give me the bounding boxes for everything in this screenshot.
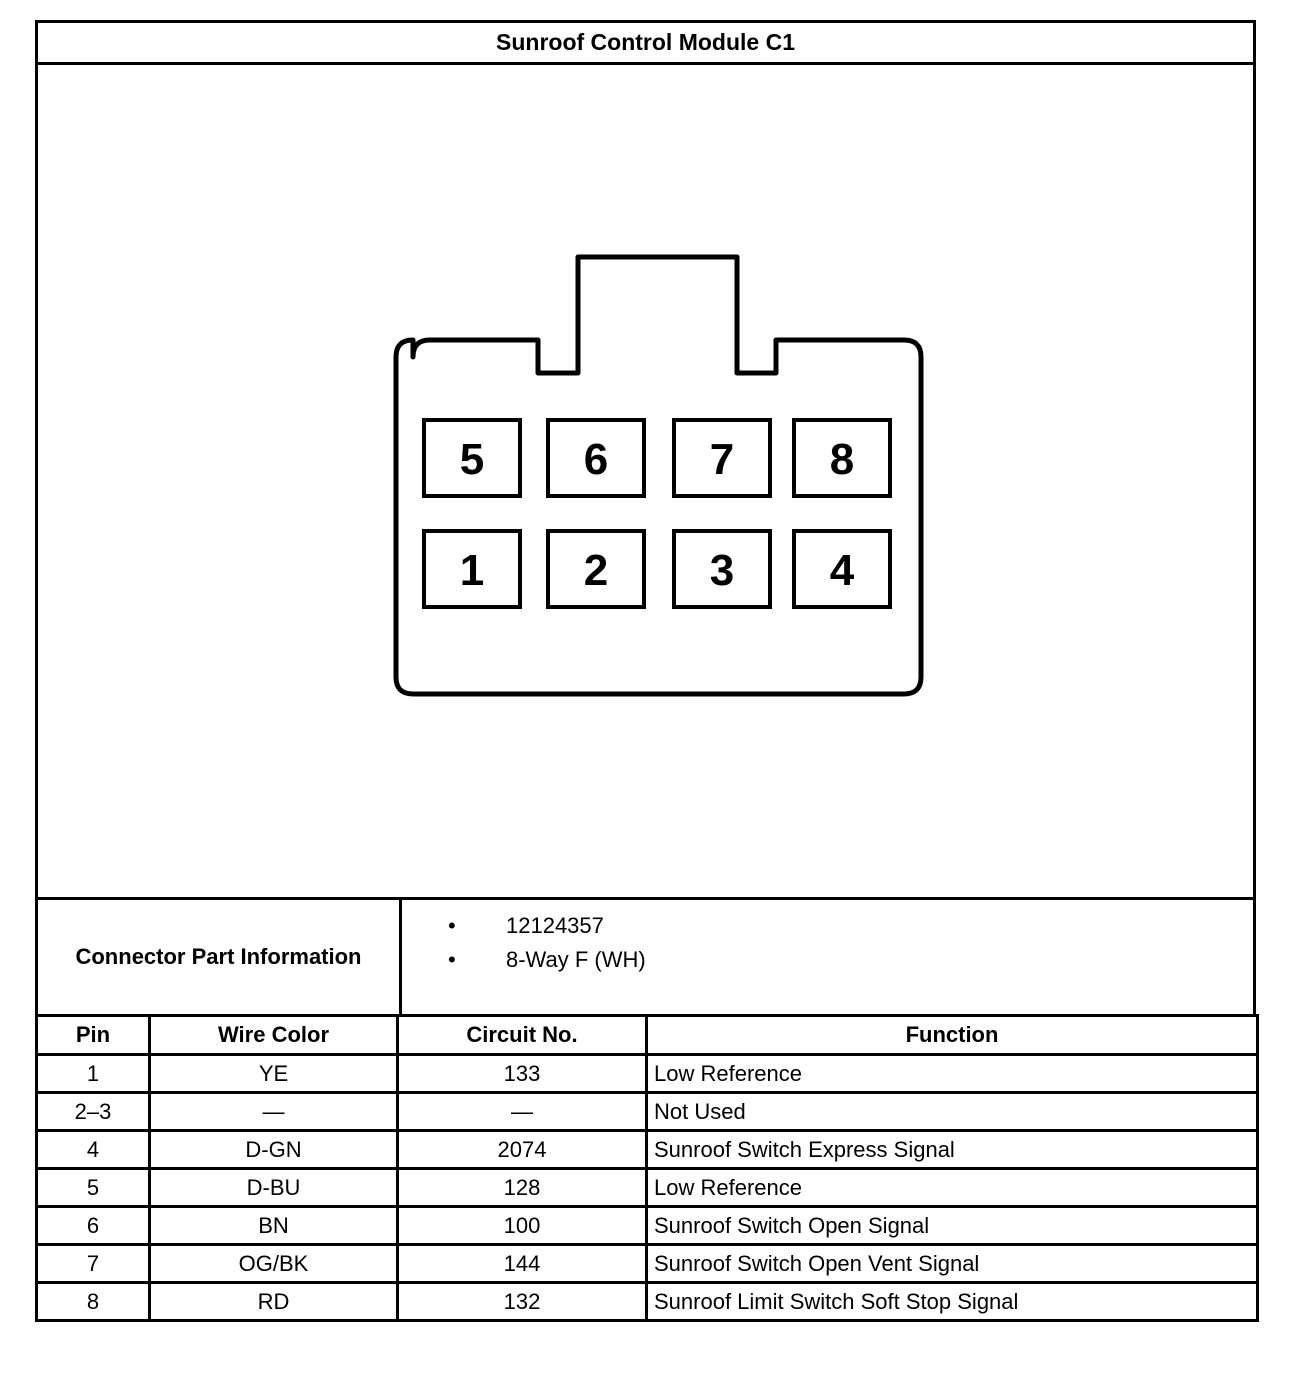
wire-color-cell: OG/BK [150,1245,398,1283]
pin-number-label: 4 [829,546,855,595]
circuit-no-cell: 128 [398,1169,647,1207]
sheet-title: Sunroof Control Module C1 [35,20,1256,65]
connector-face-diagram [38,62,1253,900]
connector-description: 8-Way F (WH) [506,947,646,972]
function-cell: Low Reference [647,1055,1258,1093]
wire-color-cell: RD [150,1283,398,1321]
pin-number-label: 3 [709,546,735,595]
circuit-no-cell: 144 [398,1245,647,1283]
pin-cell: 8 [37,1283,150,1321]
part-info-list [448,912,646,980]
table-row [37,1245,1258,1283]
wire-color-cell: D-BU [150,1169,398,1207]
part-info-item [448,946,646,980]
pin-number-label: 7 [709,435,735,484]
table-row [37,1169,1258,1207]
connector-part-info [35,897,1256,1017]
table-header-row [37,1016,1258,1055]
function-cell: Low Reference [647,1169,1258,1207]
function-cell: Sunroof Limit Switch Soft Stop Signal [647,1283,1258,1321]
pin-number-label: 1 [459,546,485,595]
bullet-icon: • [448,947,456,972]
pin-number-label: 6 [583,435,609,484]
function-cell: Sunroof Switch Open Signal [647,1207,1258,1245]
wire-color-cell: — [150,1093,398,1131]
function-cell: Not Used [647,1093,1258,1131]
circuit-no-cell: — [398,1093,647,1131]
connector-sheet [35,20,1256,1347]
wire-color-cell: BN [150,1207,398,1245]
wire-color-cell: D-GN [150,1131,398,1169]
pin-number-label: 2 [583,546,609,595]
table-row [37,1055,1258,1093]
part-number: 12124357 [506,913,604,938]
pin-number-label: 8 [829,435,855,484]
function-cell: Sunroof Switch Express Signal [647,1131,1258,1169]
table-row [37,1283,1258,1321]
table-row [37,1093,1258,1131]
table-row [37,1131,1258,1169]
circuit-no-cell: 132 [398,1283,647,1321]
column-header-function: Function [647,1016,1258,1055]
wire-color-cell: YE [150,1055,398,1093]
circuit-no-cell: 100 [398,1207,647,1245]
part-info-label: Connector Part Information [38,900,402,1014]
bullet-icon: • [448,913,456,938]
pin-cell: 7 [37,1245,150,1283]
pin-cell: 1 [37,1055,150,1093]
pin-assignment-table [35,1014,1259,1322]
part-info-item [448,912,646,946]
pin-cell: 5 [37,1169,150,1207]
table-row [37,1207,1258,1245]
connector-diagram-area [35,62,1256,900]
function-cell: Sunroof Switch Open Vent Signal [647,1245,1258,1283]
pin-cell: 2–3 [37,1093,150,1131]
column-header-wire-color: Wire Color [150,1016,398,1055]
circuit-no-cell: 133 [398,1055,647,1093]
pin-cell: 4 [37,1131,150,1169]
pin-number-label: 5 [459,435,485,484]
pin-cell: 6 [37,1207,150,1245]
column-header-circuit-no: Circuit No. [398,1016,647,1055]
column-header-pin: Pin [37,1016,150,1055]
circuit-no-cell: 2074 [398,1131,647,1169]
